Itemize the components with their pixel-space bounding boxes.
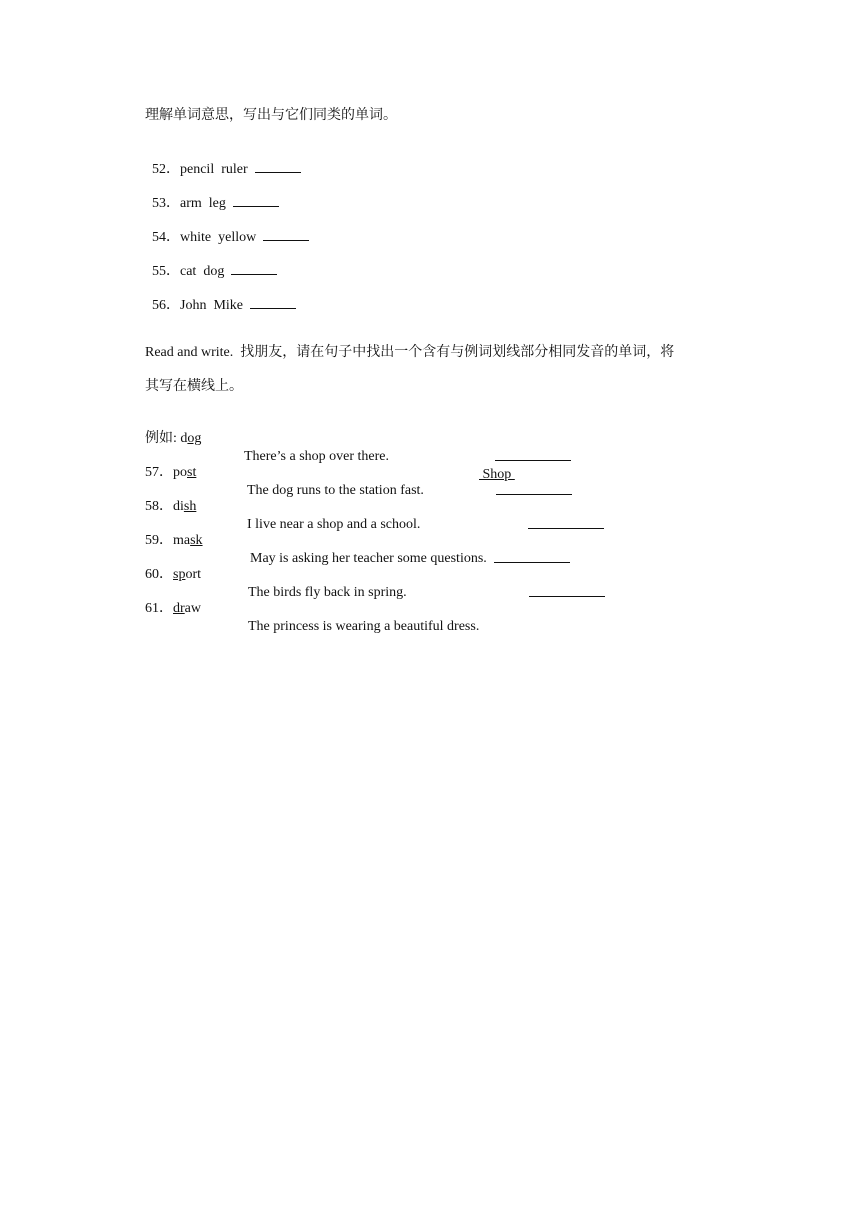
question-52 (145, 141, 301, 179)
question-sentence: The birds fly back in spring. (248, 585, 407, 600)
question-words: pencil ruler (180, 162, 248, 177)
question-words: cat dog (180, 264, 225, 279)
underlined-letters: dr (173, 601, 185, 616)
question-56 (145, 277, 296, 315)
underlined-letters: sk (190, 533, 203, 548)
example-word-prefix: d (180, 431, 188, 446)
question-word: 61．draw (145, 601, 201, 616)
section2-instruction-line1: Read and write. 找朋友，请在句子中找出一个含有与例词划线部分相同发音的单词，将 (145, 345, 675, 360)
answer-blank[interactable] (263, 227, 309, 241)
question-words: white yellow (180, 230, 257, 245)
section2-instruction-line2: 其写在横线上。 (145, 379, 243, 394)
answer-blank[interactable] (255, 159, 301, 173)
underlined-letters: sh (183, 499, 197, 514)
question-number: 55． (152, 264, 180, 279)
question-sentence: I live near a shop and a school. (247, 517, 421, 532)
question-59 (145, 514, 705, 566)
question-number: 59． (145, 533, 173, 548)
question-53 (145, 175, 279, 213)
answer-blank[interactable] (529, 583, 605, 597)
section1-instruction: 理解单词意思，写出与它们同类的单词。 (145, 108, 397, 123)
answer-blank[interactable] (494, 549, 570, 563)
question-number: 61． (145, 601, 173, 616)
question-number: 56． (152, 298, 180, 313)
underlined-letters: sp (173, 567, 186, 582)
example-sentence: There’s a shop over there. (244, 449, 389, 464)
question-word: 59．mask (145, 533, 203, 548)
question-number: 52． (152, 162, 180, 177)
question-sentence: May is asking her teacher some questions. (250, 551, 487, 566)
question-number: 60． (145, 567, 173, 582)
question-sentence: The dog runs to the station fast. (247, 483, 424, 498)
answer-blank[interactable] (250, 295, 296, 309)
question-word: 58．dish (145, 499, 197, 514)
question-number: 54． (152, 230, 180, 245)
answer-blank[interactable] (496, 481, 572, 495)
question-words: John Mike (180, 298, 243, 313)
answer-blank[interactable] (233, 193, 279, 207)
question-60 (145, 548, 705, 600)
example-answer: Shop (479, 467, 515, 482)
example-word-underlined: og (187, 431, 202, 446)
question-number: 58． (145, 499, 173, 514)
question-word: 60．sport (145, 567, 202, 582)
underlined-letters: st (187, 465, 197, 480)
example-label: 例如: (145, 431, 181, 446)
answer-blank[interactable] (495, 447, 571, 461)
question-54 (145, 209, 309, 247)
question-sentence: The princess is wearing a beautiful dress. (248, 619, 480, 634)
question-58 (145, 480, 705, 532)
question-55 (145, 243, 277, 281)
answer-blank[interactable] (528, 515, 604, 529)
question-number: 53． (152, 196, 180, 211)
answer-blank[interactable] (231, 261, 277, 275)
question-words: arm leg (180, 196, 226, 211)
question-word: 57．post (145, 465, 197, 480)
question-number: 57． (145, 465, 173, 480)
question-61 (145, 582, 705, 634)
